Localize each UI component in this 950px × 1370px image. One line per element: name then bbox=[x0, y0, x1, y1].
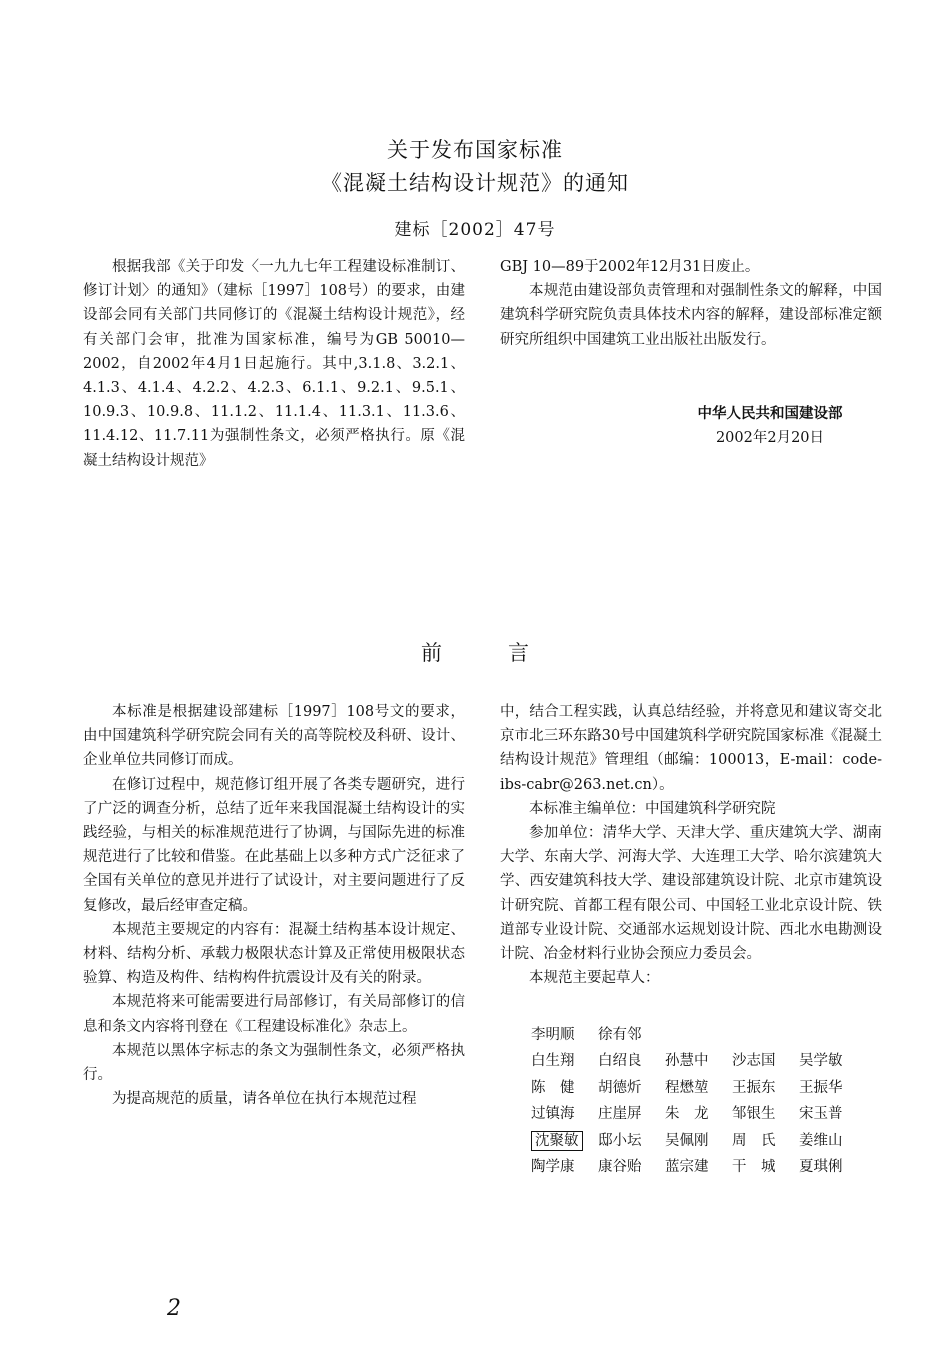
drafter-name: 程懋堃 bbox=[665, 1079, 709, 1096]
preface-paragraph: 本规范主要规定的内容有：混凝土结构基本设计规定、材料、结构分析、承载力极限状态计算及正常使用极限状态验算、构造及构件、结构构件抗震设计及有关的附录。 bbox=[83, 921, 465, 987]
notice-left-paragraph: 根据我部《关于印发〈一九九七年工程建设标准制订、修订计划〉的通知》（建标［1997］108号）的要求，由建设部会同有关部门共同修订的《混凝土结构设计规范》，经有关部门会审，批准为国家标准，编号为GB 50010—2002，自2002年4月1日起施行。其中,3.1.8、3.2.1、4.1.3、4.1.4、4.2.2、4.2.3、6.1.1、9.2.1、9.5.1、10.9.3、10.9.8、11.1.2、11.1.4、11.3.1、11.3.6、11.4.12、11.7.11为强制性条文，必须严格执行。原《混凝土结构设计规范》 bbox=[83, 259, 465, 469]
notice-left-column bbox=[83, 255, 465, 473]
signature-org: 中华人民共和国建设部 bbox=[697, 405, 843, 422]
drafter-name: 宋玉普 bbox=[799, 1106, 843, 1123]
notice-doc-number: 建标［2002］47号 bbox=[394, 220, 556, 240]
notice-signature bbox=[640, 402, 900, 450]
preface-participants: 参加单位：清华大学、天津大学、重庆建筑大学、湖南大学、东南大学、河海大学、大连理工大学、哈尔滨建筑大学、西安建筑科技大学、建设部建筑设计院、北京市建筑设计研究院、首都工程有限公司、中国轻工业北京设计院、铁道部专业设计院、交通部水运规划设计院、西北水电勘测设计院、冶金材料行业协会预应力委员会。 bbox=[500, 825, 882, 963]
drafter-name: 庄崖屏 bbox=[598, 1106, 642, 1123]
page-number: 2 bbox=[167, 1296, 181, 1321]
drafter-name: 白绍良 bbox=[598, 1053, 642, 1070]
drafter-name: 周 氏 bbox=[732, 1132, 776, 1149]
notice-right-column bbox=[500, 255, 882, 352]
drafter-name: 康谷贻 bbox=[598, 1159, 642, 1176]
drafter-name: 夏琪俐 bbox=[799, 1159, 843, 1176]
drafters-row bbox=[531, 1047, 881, 1074]
drafter-name: 孙慧中 bbox=[665, 1053, 709, 1070]
drafters-row bbox=[531, 1100, 881, 1127]
drafter-name: 王振华 bbox=[799, 1079, 843, 1096]
notice-title-line2: 《混凝土结构设计规范》的通知 bbox=[321, 171, 629, 195]
preface-paragraph: 本规范将来可能需要进行局部修订，有关局部修订的信息和条文内容将刊登在《工程建设标准化》杂志上。 bbox=[83, 994, 465, 1035]
drafters-grid bbox=[531, 1020, 881, 1179]
drafter-name: 干 城 bbox=[732, 1159, 776, 1176]
drafter-name: 白生翔 bbox=[531, 1053, 575, 1070]
drafter-name: 邹银生 bbox=[732, 1106, 776, 1123]
drafter-name: 过镇海 bbox=[531, 1106, 575, 1123]
preface-heading bbox=[0, 637, 950, 667]
drafter-name-boxed bbox=[531, 1129, 598, 1150]
notice-right-paragraph-1: GBJ 10—89于2002年12月31日废止。 bbox=[500, 259, 760, 275]
drafter-name: 胡德炘 bbox=[598, 1079, 642, 1096]
preface-paragraph: 在修订过程中，规范修订组开展了各类专题研究，进行了广泛的调查分析，总结了近年来我国混凝土结构设计的实践经验，与相关的标准规范进行了协调，与国际先进的标准规范进行了比较和借鉴。在此基础上以多种方式广泛征求了全国有关单位的意见并进行了试设计，对主要问题进行了反复修改，最后经审查定稿。 bbox=[83, 776, 465, 914]
drafter-name: 吴学敏 bbox=[799, 1053, 843, 1070]
drafters-row bbox=[531, 1153, 881, 1180]
drafter-name: 邸小坛 bbox=[598, 1132, 642, 1149]
preface-paragraph: 本标准是根据建设部建标［1997］108号文的要求，由中国建筑科学研究院会同有关的高等院校及科研、设计、企业单位共同修订而成。 bbox=[83, 704, 465, 769]
preface-paragraph: 为提高规范的质量，请各单位在执行本规范过程 bbox=[112, 1091, 417, 1108]
drafter-name: 王振东 bbox=[732, 1079, 776, 1096]
notice-title-line1: 关于发布国家标准 bbox=[387, 138, 563, 162]
drafter-name: 朱 龙 bbox=[665, 1106, 709, 1123]
preface-drafters-label: 本规范主要起草人： bbox=[529, 970, 660, 987]
drafter-name: 吴佩刚 bbox=[665, 1132, 709, 1149]
drafter-name: 沙志国 bbox=[732, 1053, 776, 1070]
drafter-name: 徐有邻 bbox=[598, 1026, 642, 1043]
preface-heading-char1: 前 bbox=[421, 641, 442, 665]
drafter-name: 李明顺 bbox=[531, 1026, 575, 1043]
preface-chief-unit: 本标准主编单位：中国建筑科学研究院 bbox=[529, 800, 776, 817]
preface-right-column bbox=[500, 700, 882, 990]
drafter-name: 沈聚敏 bbox=[531, 1131, 583, 1151]
preface-left-column bbox=[83, 700, 465, 1111]
drafter-name: 陶学康 bbox=[531, 1159, 575, 1176]
notice-right-paragraph-2: 本规范由建设部负责管理和对强制性条文的解释，中国建筑科学研究院负责具体技术内容的解释，建设部标准定额研究所组织中国建筑工业出版社出版发行。 bbox=[500, 283, 882, 348]
drafters-row bbox=[531, 1073, 881, 1100]
preface-paragraph: 本规范以黑体字标志的条文为强制性条文，必须严格执行。 bbox=[83, 1042, 465, 1084]
drafter-name: 陈 健 bbox=[531, 1079, 575, 1096]
signature-date: 2002年2月20日 bbox=[715, 430, 825, 446]
preface-heading-char2: 言 bbox=[508, 641, 529, 665]
drafter-name: 蓝宗建 bbox=[665, 1159, 709, 1176]
drafters-row bbox=[531, 1020, 881, 1047]
preface-continuation: 中，结合工程实践，认真总结经验，并将意见和建议寄交北京市北三环东路30号中国建筑科学研究院国家标准《混凝土结构设计规范》管理组（邮编：100013，E-mail：code-ibs-cabr@263.net.cn）。 bbox=[500, 704, 882, 793]
drafter-name: 姜维山 bbox=[799, 1132, 843, 1149]
drafters-row bbox=[531, 1126, 881, 1153]
